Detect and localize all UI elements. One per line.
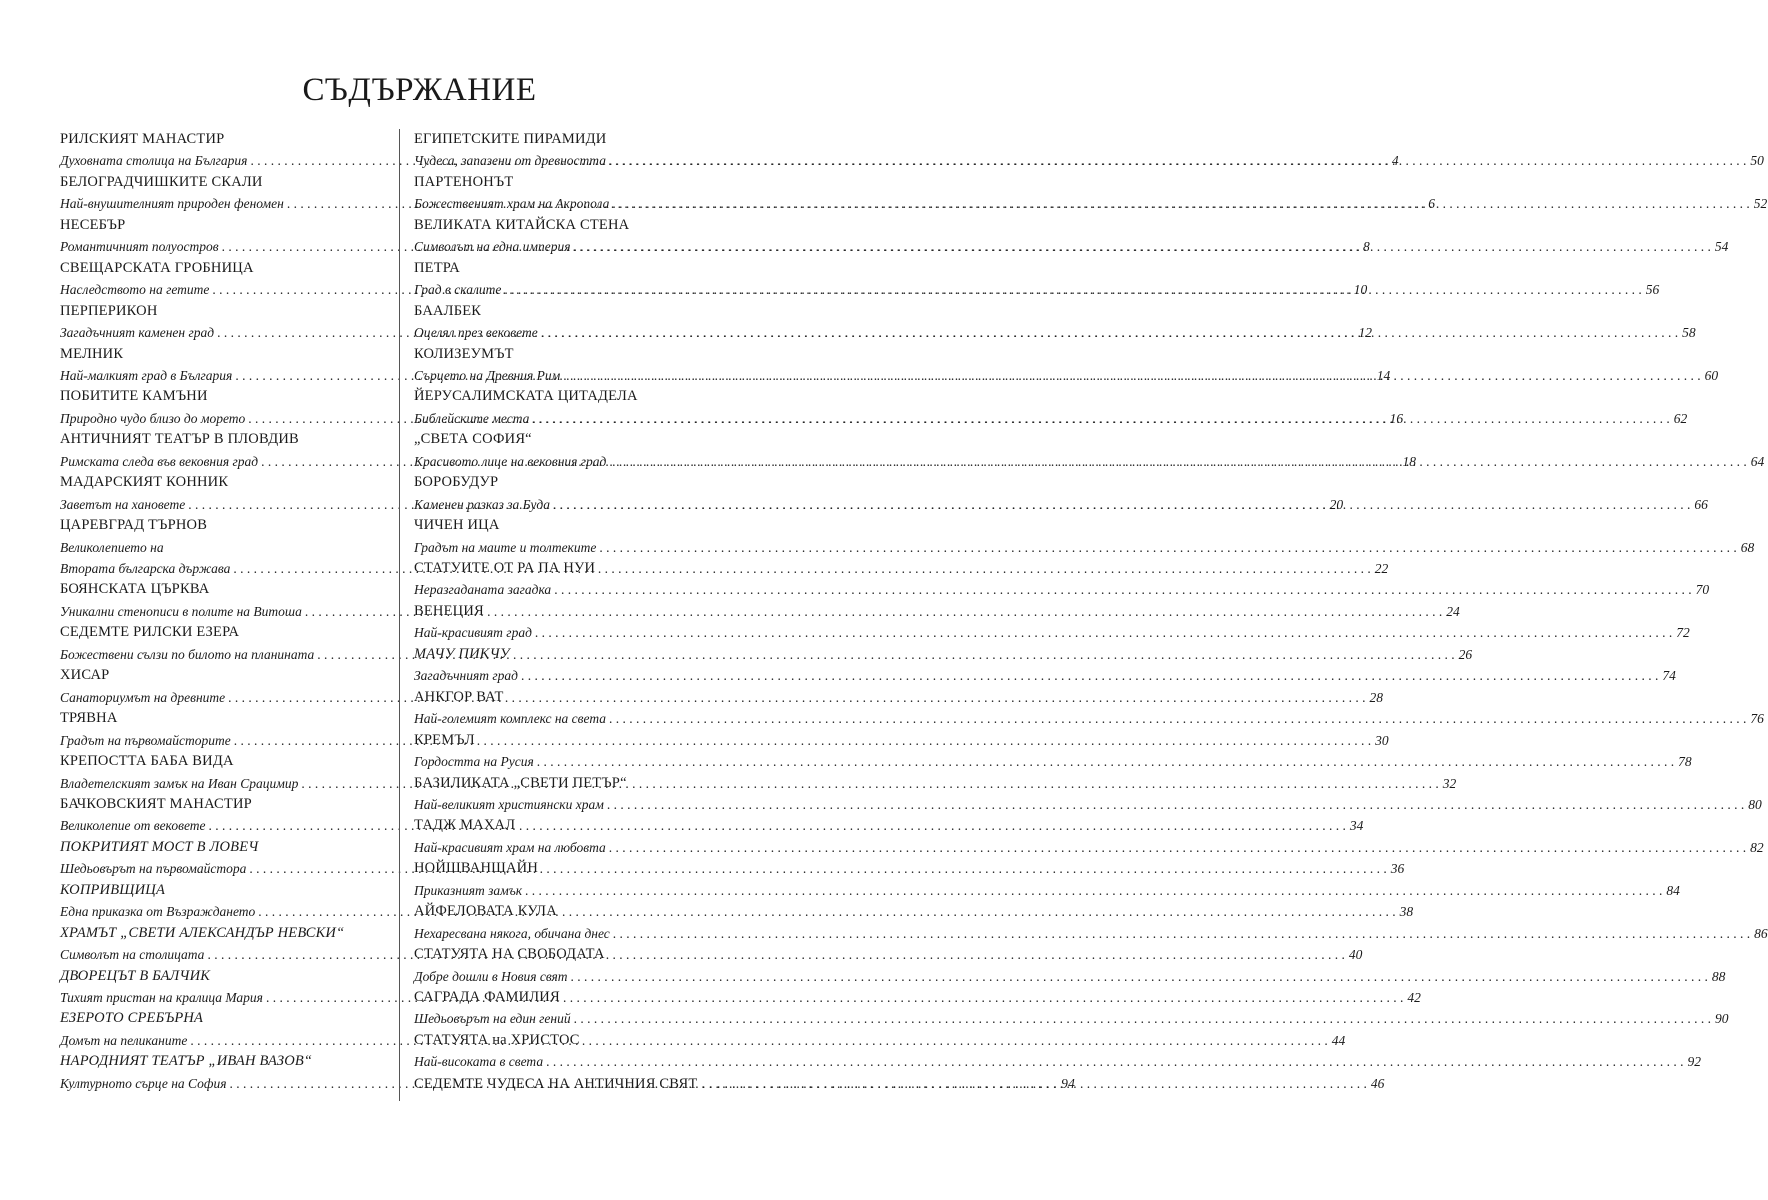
page-number: 46 [1370,1075,1385,1091]
subtitle-text: Загадъчният град [414,668,518,684]
toc-entry-title: ТРЯВНА [60,710,118,727]
column-divider [399,129,400,1101]
subtitle-text: Най-малкият град в България [60,367,233,383]
toc-entry-title: ЕЗЕРОТО СРЕБЪРНА [60,1010,204,1027]
page-number: 50 [1750,153,1764,169]
subtitle-text: Уникални стенописи в полите на Витоша [60,603,302,619]
page-number: 62 [1673,410,1688,426]
dot-leader [606,451,1746,472]
toc-entry-title: КРЕПОСТТА БАБА ВИДА [60,753,234,770]
toc-entry-subtitle [414,665,1676,686]
toc-entry-title: БАЧКОВСКИЯТ МАНАСТИР [60,795,252,812]
subtitle-text: Шедьовърът на първомайстора [60,861,247,877]
toc-entry-subtitle [414,794,1762,815]
toc-entry-subtitle [414,708,1764,729]
subtitle-text: Оцелял през вековете [414,325,538,341]
page-number: 10 [1353,282,1368,298]
dot-leader [534,751,1674,772]
page-number: 24 [1446,603,1460,619]
page-number: 82 [1750,839,1764,855]
subtitle-text: Божествени сълзи по билото на планината [60,646,315,662]
subtitle-text: Красивото лице на вековния град [414,453,607,469]
toc-entry-title: ХРАМЪТ „СВЕТИ АЛЕКСАНДЪР НЕВСКИ“ [60,924,345,941]
toc-entry-title: ЧИЧЕН ИЦА [414,517,500,534]
page-number: 44 [1331,1032,1346,1048]
dot-leader [568,966,1708,987]
subtitle-text: Божественият храм на Акропола [414,196,610,212]
dot-leader [560,365,1700,386]
page-number: 84 [1666,882,1680,898]
page-number: 72 [1676,625,1690,641]
dot-leader [230,558,1370,579]
page-number: 8 [1362,239,1370,255]
toc-entry-title: АНКГОР ВАТ [414,688,504,705]
subtitle-text: Каменен разказ за Буда [414,496,550,512]
page-number: 94 [1061,1075,1076,1091]
toc-entry-title: СВЕЩАРСКАТА ГРОБНИЦА [60,259,254,276]
subtitle-text: Най-красивият град [414,625,532,641]
page-number: 74 [1662,668,1676,684]
page-number: 78 [1678,754,1692,770]
dot-leader [551,579,1691,600]
toc-entry-title: КРЕМЪЛ [414,731,475,748]
subtitle-text: Най-внушителният природен феномен [60,196,284,212]
dot-leader [518,665,1658,686]
toc-entry-title: АЙФЕЛОВАТА КУЛА [414,903,557,920]
dot-leader [522,880,1662,901]
toc-entry-title: ВЕЛИКАТА КИТАЙСКА СТЕНА [414,216,630,233]
page-number: 40 [1348,947,1363,963]
toc-entry-subtitle [414,880,1680,901]
page-number: 58 [1682,325,1696,341]
toc-entry-title: БОЯНСКАТА ЦЪРКВА [60,581,210,598]
page-number: 20 [1329,496,1344,512]
toc-entry-subtitle [414,923,1768,944]
subtitle-text: Библейските места [414,410,530,426]
subtitle-text: Град в скалите [414,282,502,298]
toc-entry-subtitle [414,1008,1729,1029]
toc-entry-title: ТАДЖ МАХАЛ [414,817,516,834]
subtitle-text: Нехаресвана някога, обичана днес [414,925,610,941]
toc-entry-title: СТАТУЯТА на ХРИСТОС [414,1031,580,1048]
dot-leader [609,193,1749,214]
page-number: 38 [1399,904,1414,920]
toc-entry-title: САГРАДА ФАМИЛИЯ [414,989,560,1005]
toc-entry-title: БААЛБЕК [414,302,482,319]
toc-entry-title: МАДАРСКИЯТ КОННИК [60,474,229,491]
toc-entry-title: НОЙШВАНЩАЙН [414,860,538,877]
page-number: 32 [1442,775,1457,791]
toc-entry-subtitle [414,1051,1701,1072]
page-title: СЪДЪРЖАНИЕ [302,72,537,108]
subtitle-text: Духовната столица на България [60,153,248,169]
subtitle-text: Символът на столицата [60,947,205,963]
subtitle-text: Добре дошли в Новия свят [414,968,568,984]
page-number: 52 [1753,196,1768,212]
toc-entry-title-text: СЕДЕМТЕ ЧУДЕСА НА АНТИЧНИЯ СВЯТ [414,1075,698,1092]
subtitle-text: Градът на маите и толтеките [414,539,597,555]
toc-entry-title: БАЗИЛИКАТА „СВЕТИ ПЕТЪР“ [414,774,627,791]
subtitle-text: Гордостта на Русия [414,754,534,770]
toc-entry-title: ВЕНЕЦИЯ [414,602,484,619]
page-number: 92 [1687,1054,1701,1070]
page-number: 76 [1750,711,1764,727]
subtitle-text: Наследството на гетите [60,282,210,298]
page-number: 80 [1748,796,1762,812]
dot-leader [604,794,1744,815]
dot-leader [550,494,1690,515]
toc-entry-title: КОПРИВЩИЦА [60,881,166,898]
page-number: 30 [1375,732,1389,748]
toc-entry-subtitle [414,966,1726,987]
dot-leader [204,944,1344,965]
page-number: 56 [1645,282,1660,298]
dot-leader [606,150,1746,171]
toc-entry-title [414,1073,1076,1094]
toc-entry-title: БЕЛОГРАДЧИШКИТЕ СКАЛИ [60,173,263,190]
toc-entry-subtitle [414,193,1768,214]
page-number: 68 [1740,539,1755,555]
subtitle-text: Владетелският замък на Иван Срацимир [60,775,299,791]
page-number: 14 [1376,367,1391,383]
toc-entry-title: ЕГИПЕТСКИТЕ ПИРАМИДИ [414,131,607,147]
page-number: 88 [1711,968,1726,984]
page-number: 18 [1402,453,1416,469]
page-number: 16 [1389,410,1404,426]
subtitle-text: Градът на първомайсторите [60,732,231,748]
dot-leader [610,923,1750,944]
subtitle-text: Великолепието на [60,539,164,555]
page-number: 70 [1695,582,1710,598]
dot-leader [529,408,1669,429]
toc-entry-title: ПЕТРА [414,259,460,276]
dot-leader [538,322,1678,343]
subtitle-text: Втората българска държава [60,561,231,576]
dot-leader [501,279,1641,300]
toc-entry-subtitle-line [60,537,383,558]
dot-leader [697,1074,1057,1095]
subtitle-text: Културното сърце на София [60,1075,227,1091]
subtitle-text: Сърцето на Древния Рим [414,367,561,383]
page-number: 86 [1754,925,1768,941]
subtitle-text: Заветът на хановете [60,496,186,512]
page-number: 60 [1704,367,1719,383]
page-number: 6 [1428,196,1435,212]
subtitle-text: Приказният замък [414,882,523,898]
toc-entry-title: КОЛИЗЕУМЪТ [414,345,514,362]
page-number: 64 [1750,453,1765,469]
dot-leader [225,687,1365,708]
toc-entry-title: НАРОДНИЯТ ТЕАТЪР „ИВАН ВАЗОВ“ [60,1053,313,1070]
page-number: 42 [1407,990,1421,1005]
toc-entry-title: ДВОРЕЦЪТ В БАЛЧИК [60,967,211,984]
page-number: 66 [1694,496,1708,512]
dot-leader [606,837,1746,858]
dot-leader [543,1051,1683,1072]
toc-entry-subtitle [414,751,1692,772]
subtitle-text: Чудеса, запазени от древността [414,153,606,169]
subtitle-text: Санаториумът на древните [60,689,226,705]
toc-entry-title: МЕЛНИК [60,345,124,362]
toc-entry-title: СТАТУЯТА НА СВОБОДАТА [414,946,605,963]
subtitle-text: Тихият пристан на кралица Мария [60,990,263,1005]
toc-entry-subtitle [414,537,1755,558]
dot-leader [571,1008,1711,1029]
subtitle-text: Римската следа във вековния град [60,453,259,469]
toc-entry-title: АНТИЧНИЯТ ТЕАТЪР В ПЛОВДИВ [60,431,299,448]
toc-entry-title: ЙЕРУСАЛИМСКАТА ЦИТАДЕЛА [414,388,638,405]
page-number: 28 [1369,689,1384,705]
toc-entry-subtitle [414,622,1690,643]
page-number: 4 [1391,153,1399,169]
toc-entry-subtitle [414,150,1764,171]
toc-entry-title: НЕСЕБЪР [60,216,126,233]
page-number: 54 [1714,239,1729,255]
dot-leader [606,708,1746,729]
subtitle-text: Домът на пеликаните [60,1032,188,1048]
page-number: 26 [1458,646,1473,662]
dot-leader [571,236,1711,257]
toc-entry-title: МАЧУ ПИКЧУ [414,645,510,662]
toc-entry-title: ПЕРПЕРИКОН [60,302,158,319]
dot-leader [206,815,1346,836]
subtitle-text: Загадъчният каменен град [60,325,215,341]
toc-entry-subtitle [414,837,1764,858]
toc-entry-title: СТАТУИТЕ ОТ РА ПА НУИ [414,560,596,576]
dot-leader [187,1030,1327,1051]
page-number: 34 [1349,818,1364,834]
subtitle-text: Природно чудо близо до морето [60,410,246,426]
toc-entry-title: БОРОБУДУР [414,474,499,491]
toc-entry-title: ЦАРЕВГРАД ТЪРНОВ [60,517,208,534]
subtitle-text: Най-големият комплекс на света [414,711,607,727]
subtitle-text: Шедьовърът на един гений [414,1011,571,1027]
toc-entry-title: СЕДЕМТЕ РИЛСКИ ЕЗЕРА [60,624,240,641]
subtitle-text: Символът на една империя [414,239,571,255]
page-number: 36 [1390,861,1405,877]
toc-entry-subtitle [414,579,1710,600]
toc-entry-subtitle [414,236,1729,257]
page-number: 90 [1715,1011,1729,1027]
subtitle-text: Романтичният полуостров [60,239,219,255]
subtitle-text: Най-великият християнски храм [414,796,604,812]
toc-entry-title: ХИСАР [60,667,110,684]
subtitle-text: Великолепие от вековете [60,818,206,834]
page-number: 12 [1358,325,1372,341]
toc-entry-title: ПОКРИТИЯТ МОСТ В ЛОВЕЧ [60,838,259,855]
page-number: 22 [1374,561,1389,576]
toc-entry-title: РИЛСКИЯТ МАНАСТИР [60,131,225,147]
toc-entry-title: „СВЕТА СОФИЯ“ [414,431,532,448]
subtitle-text: Неразгаданата загадка [414,582,552,598]
subtitle-text: Най-красивият храм на любовта [414,839,606,855]
toc-entry-title: ПАРТЕНОНЪТ [414,173,514,190]
toc-entry-title: ПОБИТИТЕ КАМЪНИ [60,388,208,405]
dot-leader [231,730,1371,751]
subtitle-text: Най-високата в света [414,1054,544,1070]
dot-leader [532,622,1672,643]
dot-leader [596,537,1736,558]
subtitle-text: Една приказка от Възраждането [60,904,256,920]
